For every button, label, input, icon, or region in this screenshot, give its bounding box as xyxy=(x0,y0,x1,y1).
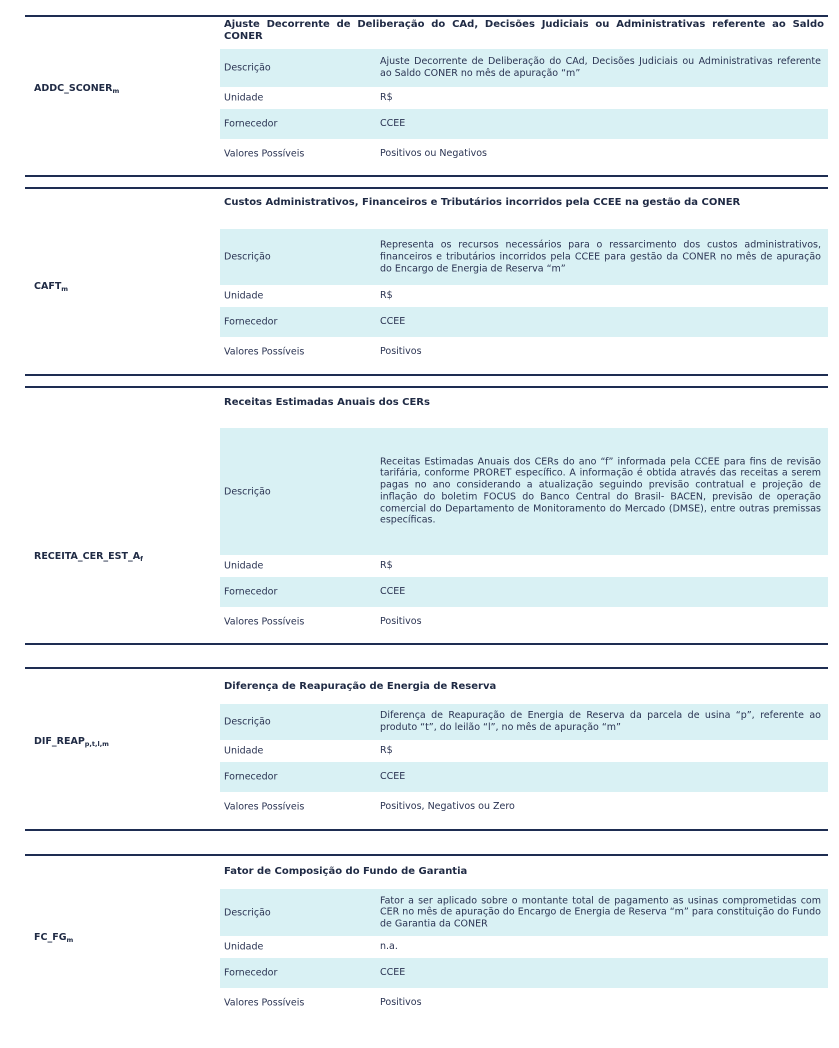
field-label: Fornecedor xyxy=(224,967,278,979)
block-bottom-rule xyxy=(25,175,828,177)
field-row-provider xyxy=(220,958,828,988)
field-row-possible-values xyxy=(220,337,828,367)
variable-block xyxy=(25,386,828,647)
field-label: Unidade xyxy=(224,941,264,953)
field-value: Representa os recursos necessários para o ressarcimento dos custos administrativos, financeiros e tributários incorridos pela CCEE para gestão da CONER no mês de apuração do Encargo de Energia de Reserva “m” xyxy=(380,239,821,274)
block-top-rule xyxy=(25,667,828,669)
field-row-description xyxy=(220,229,828,285)
variable-subscript: p,t,l,m xyxy=(84,740,109,748)
field-value: Positivos ou Negativos xyxy=(380,148,487,160)
variable-title: Fator de Composição do Fundo de Garantia xyxy=(224,866,468,877)
field-row-description xyxy=(220,889,828,936)
block-top-rule xyxy=(25,386,828,388)
block-bottom-rule xyxy=(25,643,828,645)
field-label: Valores Possíveis xyxy=(224,148,305,160)
variable-title: Diferença de Reapuração de Energia de Reserva xyxy=(224,681,497,692)
field-value: Diferença de Reapuração de Energia de Reserva da parcela de usina “p”, referente ao produto “t”, do leilão “l”, no mês de apuração “m” xyxy=(380,710,821,733)
variable-title: Receitas Estimadas Anuais dos CERs xyxy=(224,397,430,408)
variable-block xyxy=(25,187,828,377)
field-label: Unidade xyxy=(224,560,264,572)
variable-name xyxy=(34,281,68,293)
field-label: Descrição xyxy=(224,716,271,728)
block-top-rule xyxy=(25,187,828,189)
field-value: R$ xyxy=(380,290,393,302)
variable-name xyxy=(34,83,119,95)
field-label: Unidade xyxy=(224,745,264,757)
field-label: Valores Possíveis xyxy=(224,346,305,358)
block-bottom-rule xyxy=(25,374,828,376)
field-row-provider xyxy=(220,109,828,139)
variable-name-base: RECEITA_CER_EST_A xyxy=(34,551,141,562)
variable-name-base: ADDC_SCONER xyxy=(34,83,113,94)
field-value: Ajuste Decorrente de Deliberação do CAd, Decisões Judiciais ou Administrativas referente ao Saldo CONER no mês de apuração “m” xyxy=(380,56,821,79)
variable-name xyxy=(34,736,109,748)
field-label: Fornecedor xyxy=(224,316,278,328)
block-top-rule xyxy=(25,854,828,856)
field-value: CCEE xyxy=(380,118,406,130)
variable-subscript: f xyxy=(140,555,143,563)
field-label: Fornecedor xyxy=(224,118,278,130)
field-value: R$ xyxy=(380,560,393,572)
field-label: Valores Possíveis xyxy=(224,801,305,813)
field-label: Fornecedor xyxy=(224,771,278,783)
field-value: Positivos xyxy=(380,346,422,358)
field-label: Unidade xyxy=(224,92,264,104)
variable-name xyxy=(34,551,143,563)
variable-subscript: m xyxy=(66,936,74,944)
field-row-possible-values xyxy=(220,607,828,637)
field-value: CCEE xyxy=(380,967,406,979)
field-value: Positivos, Negativos ou Zero xyxy=(380,801,515,813)
block-top-rule xyxy=(25,15,828,17)
field-row-unit xyxy=(220,555,828,577)
block-bottom-rule xyxy=(25,829,828,831)
field-value: Positivos xyxy=(380,997,422,1009)
field-value: CCEE xyxy=(380,316,406,328)
field-row-unit xyxy=(220,87,828,109)
field-label: Descrição xyxy=(224,486,271,497)
field-row-unit xyxy=(220,740,828,762)
field-label: Descrição xyxy=(224,251,271,263)
variable-block xyxy=(25,854,828,1028)
field-value: R$ xyxy=(380,745,393,757)
field-value: n.a. xyxy=(380,941,398,953)
field-row-unit xyxy=(220,936,828,958)
field-row-description xyxy=(220,49,828,87)
variable-name-base: DIF_REAP xyxy=(34,736,85,747)
field-row-provider xyxy=(220,307,828,337)
field-row-description xyxy=(220,704,828,740)
variable-block xyxy=(25,15,828,179)
variable-name-base: FC_FG xyxy=(34,932,67,943)
variable-block xyxy=(25,667,828,832)
variable-subscript: m xyxy=(61,285,69,293)
field-value: R$ xyxy=(380,92,393,104)
field-value: CCEE xyxy=(380,771,406,783)
field-row-possible-values xyxy=(220,988,828,1018)
field-label: Descrição xyxy=(224,907,271,918)
variable-name xyxy=(34,932,73,944)
field-label: Unidade xyxy=(224,290,264,302)
field-label: Valores Possíveis xyxy=(224,997,305,1009)
field-value: Fator a ser aplicado sobre o montante total de pagamento as usinas comprometidas com CER no mês de apuração do Encargo de Energia de Reserva “m” para constituição do Fundo de Garantia da CONER xyxy=(380,894,821,930)
field-row-provider xyxy=(220,762,828,792)
variable-name-base: CAFT xyxy=(34,281,62,292)
field-value: Positivos xyxy=(380,616,422,628)
variable-title: Ajuste Decorrente de Deliberação do CAd, Decisões Judiciais ou Administrativas referente ao Saldo CONER xyxy=(224,19,824,42)
field-label: Fornecedor xyxy=(224,586,278,598)
field-row-possible-values xyxy=(220,139,828,169)
field-row-possible-values xyxy=(220,792,828,822)
variable-subscript: m xyxy=(112,87,120,95)
field-label: Valores Possíveis xyxy=(224,616,305,628)
field-value: CCEE xyxy=(380,586,406,598)
field-label: Descrição xyxy=(224,62,271,74)
field-row-unit xyxy=(220,285,828,307)
field-row-provider xyxy=(220,577,828,607)
field-value: Receitas Estimadas Anuais dos CERs do ano “f” informada pela CCEE para fins de revisão tarifária, conforme PRORET específico. A informação é obtida através das receitas a serem pagas no ano considerando a atualização seguindo previsão contratual e projeção de inflação do boletim FOCUS do Banco Central do Brasil- BACEN, previsão de operação comercial do Departamento de Monitoramento do Mercado (DMSE), entre outras premissas específicas. xyxy=(380,456,821,527)
variable-title: Custos Administrativos, Financeiros e Tributários incorridos pela CCEE na gestão da CONER xyxy=(224,197,741,208)
field-row-description xyxy=(220,428,828,555)
